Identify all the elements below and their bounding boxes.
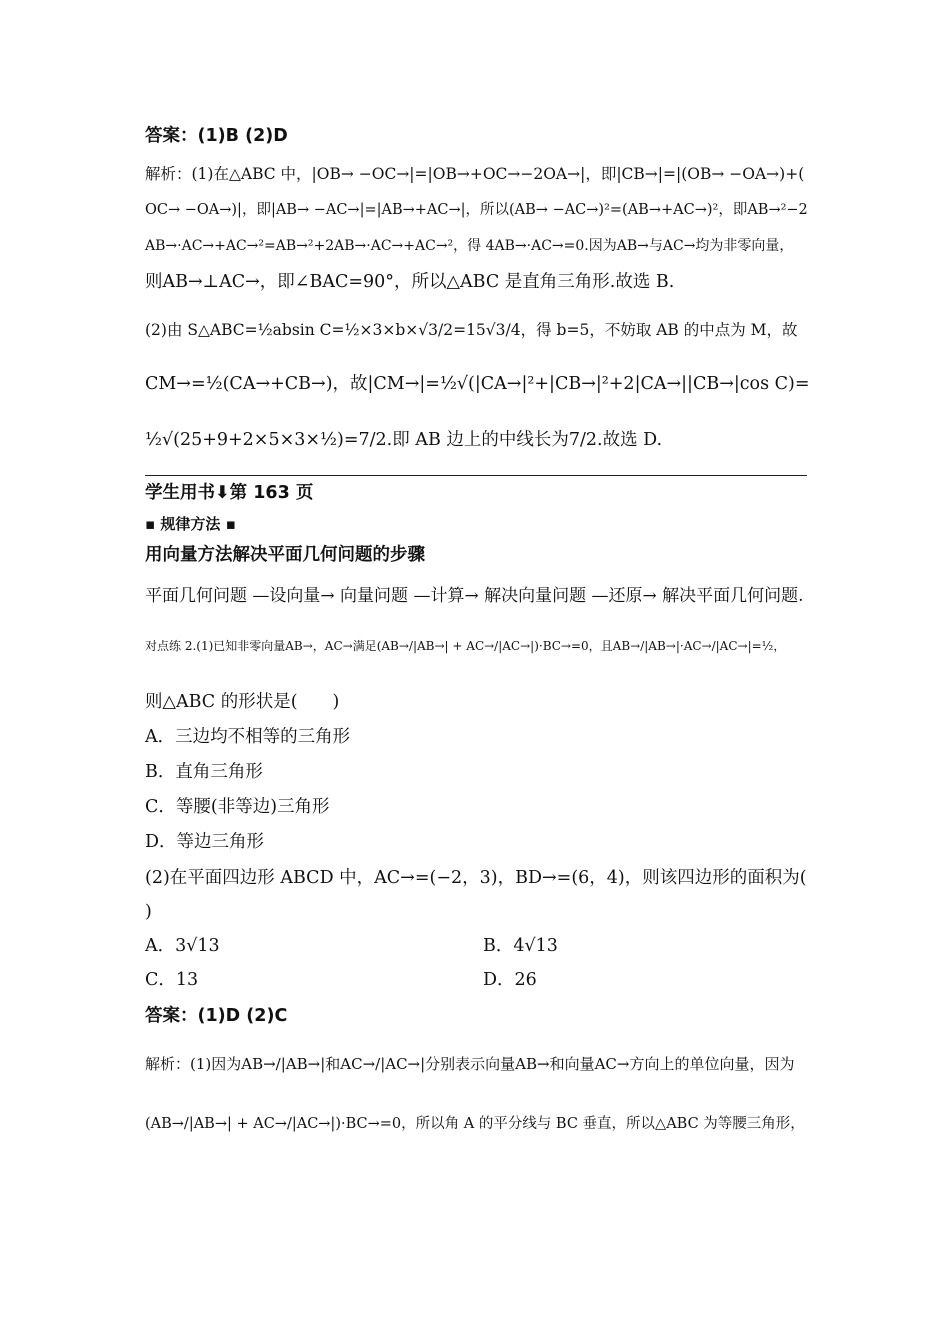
student-book-ref: 学生用书⬇第 163 页 [145, 483, 314, 503]
option-1b: B．直角三角形 [145, 762, 263, 782]
exercise-part2: (2)在平面四边形 ABCD 中，AC→=(−2，3)，BD→=(6，4)，则该四边形的面积为( [145, 868, 807, 888]
option-2c: C．13 [145, 970, 199, 990]
option-2a: A．3√13 [145, 936, 220, 956]
analysis-line-5: (2)由 S△ABC=½absin C=½×3×b×√3/2=15√3/4，得 b=5，不妨取 AB 的中点为 M，故 [145, 321, 798, 339]
analysis-line-3: AB→·AC→+AC→²=AB→²+2AB→·AC→+AC→²，得 4AB→·AC→=0.因为AB→与AC→均为非零向量， [145, 238, 794, 254]
analysis-line-6: CM→=½(CA→+CB→)，故|CM→|=½√(|CA→|²+|CB→|²+2|CA→||CB→|cos C)= [145, 374, 810, 394]
analysis-line-4: 则AB→⊥AC→，即∠BAC=90°，所以△ABC 是直角三角形.故选 B. [145, 272, 675, 292]
section-divider [145, 475, 807, 476]
method-steps: 平面几何问题 —设向量→ 向量问题 —计算→ 解决向量问题 —还原→ 解决平面几何问题. [145, 586, 804, 606]
answer-line-2: 答案：(1)D (2)C [145, 1006, 288, 1026]
analysis-line-2: OC→ −OA→)|，即|AB→ −AC→|=|AB→+AC→|，所以(AB→ −AC→)²=(AB→+AC→)²，即AB→²−2 [145, 202, 808, 218]
answer-line-1: 答案：(1)B (2)D [145, 126, 288, 146]
exercise-question: 则△ABC 的形状是( ) [145, 692, 340, 712]
analysis2-line-1: 解析：(1)因为AB→/|AB→|和AC→/|AC→|分别表示向量AB→和向量AC→方向上的单位向量，因为 [145, 1055, 795, 1073]
option-1d: D．等边三角形 [145, 832, 265, 852]
option-row-2 [145, 968, 810, 992]
analysis-line-7: ½√(25+9+2×5×3×½)=7/2.即 AB 边上的中线长为7/2.故选 D. [145, 430, 663, 450]
exercise-part2-close: ) [145, 902, 152, 922]
option-row-1 [145, 934, 810, 958]
analysis2-line-2: (AB→/|AB→| + AC→/|AC→|)·BC→=0，所以角 A 的平分线与 BC 垂直，所以△ABC 为等腰三角形， [145, 1116, 805, 1132]
method-title: 用向量方法解决平面几何问题的步骤 [145, 545, 425, 565]
option-2b: B．4√13 [483, 936, 558, 956]
option-2d: D．26 [483, 970, 537, 990]
exercise-intro: 对点练 2.(1)已知非零向量AB→，AC→满足(AB→/|AB→| + AC→/|AC→|)·BC→=0，且AB→/|AB→|·AC→/|AC→|=½， [145, 639, 786, 653]
method-label: ▪ 规律方法 ▪ [145, 515, 236, 533]
option-1c: C．等腰(非等边)三角形 [145, 797, 330, 817]
analysis-line-1: 解析：(1)在△ABC 中，|OB→ −OC→|=|OB→+OC→−2OA→|，即|CB→|=|(OB→ −OA→)+( [145, 165, 805, 183]
option-1a: A．三边均不相等的三角形 [145, 727, 351, 747]
